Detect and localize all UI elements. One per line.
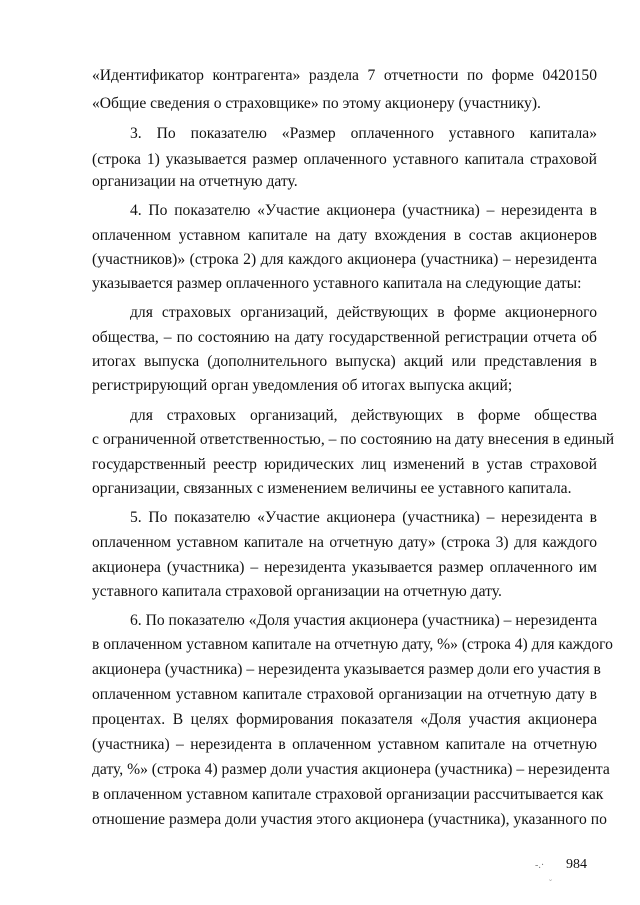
text-line: (участника) – нерезидента в оплаченном уставном капитале на отчетную <box>92 736 597 753</box>
text-line: для страховых организаций, действующих в форме общества <box>130 407 597 424</box>
text-line: организации на отчетную дату. <box>92 173 298 190</box>
text-line: государственный реестр юридических лиц изменений в устав страховой <box>92 456 597 473</box>
text-line: 4. По показателю «Участие акционера (участника) – нерезидента в <box>130 202 597 219</box>
text-line: итогах выпуска (дополнительного выпуска) акций или представления в <box>92 353 597 370</box>
text-line: 3. По показателю «Размер оплаченного уставного капитала» <box>130 125 597 142</box>
text-line: указывается размер оплаченного уставного капитала на следующие даты: <box>92 275 582 292</box>
text-line: оплаченном уставном капитале на дату вхождения в состав акционеров <box>92 227 597 244</box>
text-line: акционера (участника) – нерезидента указывается размер оплаченного им <box>92 559 597 576</box>
text-line: процентах. В целях формирования показателя «Доля участия акционера <box>92 711 597 728</box>
text-line: (строка 1) указывается размер оплаченного уставного капитала страховой <box>92 151 597 168</box>
text-line: с ограниченной ответственностью, – по состоянию на дату внесения в единый <box>92 431 615 448</box>
text-line: в оплаченном уставном капитале страховой организации рассчитывается как <box>92 786 604 803</box>
page-number: 984 <box>566 857 587 872</box>
scan-mark: -.· <box>535 860 545 871</box>
text-line: акционера (участника) – нерезидента указывается размер доли его участия в <box>92 661 601 678</box>
text-line: (участников)» (строка 2) для каждого акционера (участника) – нерезидента <box>92 251 597 268</box>
text-line: 5. По показателю «Участие акционера (участника) – нерезидента в <box>130 509 597 526</box>
text-line: общества, – по состоянию на дату государственной регистрации отчета об <box>92 329 597 346</box>
text-line: уставного капитала страховой организации на отчетную дату. <box>92 583 502 600</box>
text-line: регистрирующий орган уведомления об итогах выпуска акций; <box>92 377 513 394</box>
text-line: для страховых организаций, действующих в форме акционерного <box>130 304 597 321</box>
text-line: «Идентификатор контрагента» раздела 7 отчетности по форме 0420150 <box>92 67 597 84</box>
text-line: в оплаченном уставном капитале на отчетную дату, %» (строка 4) для каждого <box>92 636 613 653</box>
text-line: дату, %» (строка 4) размер доли участия акционера (участника) – нерезидента <box>92 761 610 778</box>
text-line: 6. По показателю «Доля участия акционера (участника) – нерезидента <box>130 612 598 629</box>
text-line: оплаченном уставном капитале на отчетную дату» (строка 3) для каждого <box>92 534 597 551</box>
text-line: отношение размера доли участия этого акционера (участника), указанного по <box>92 811 607 828</box>
text-line: организации, связанных с изменением величины ее уставного капитала. <box>92 480 572 497</box>
scan-mark: ˘ <box>549 878 552 888</box>
text-line: «Общие сведения о страховщике» по этому акционеру (участнику). <box>92 95 541 112</box>
text-line: оплаченном уставном капитале страховой организации на отчетную дату в <box>92 686 597 703</box>
